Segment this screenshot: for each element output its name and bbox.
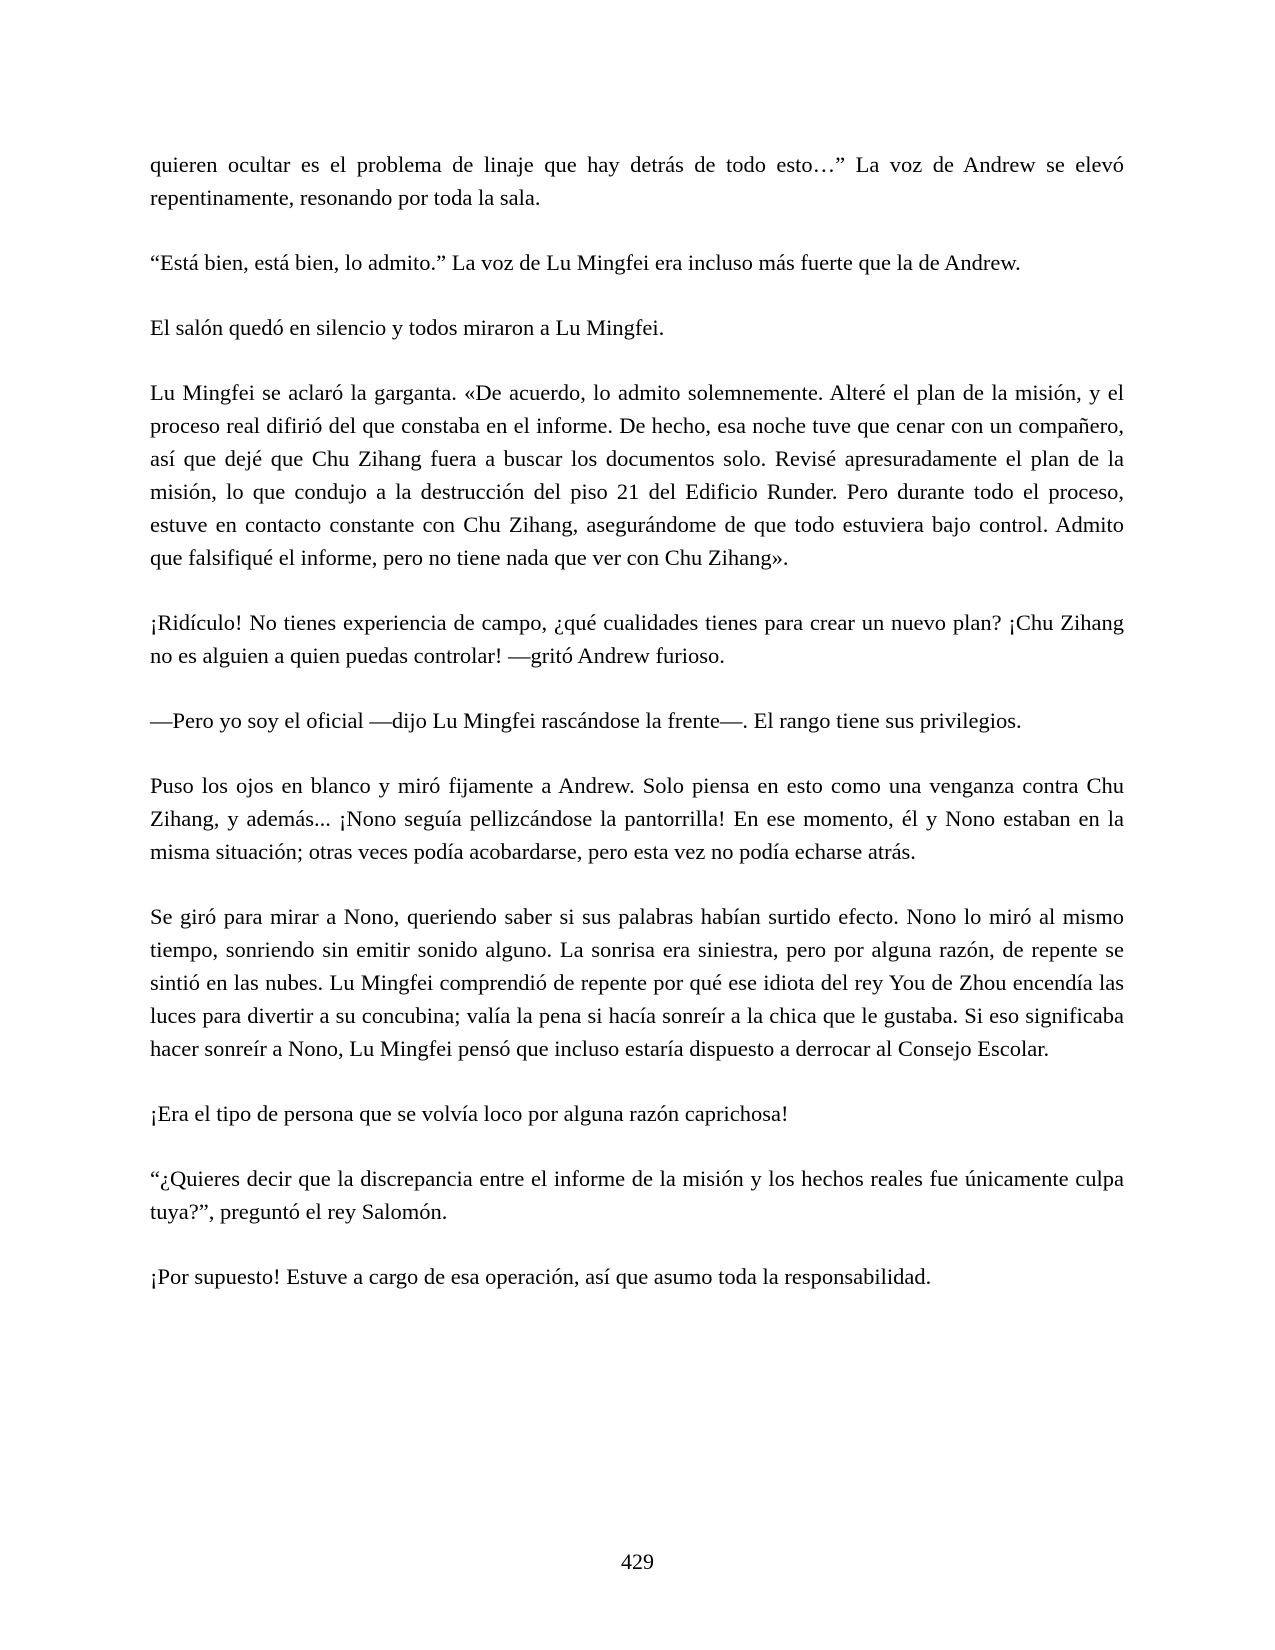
paragraph-2: “Está bien, está bien, lo admito.” La voz de Lu Mingfei era incluso más fuerte que la de Andrew.: [150, 250, 1021, 275]
paragraph-11: ¡Por supuesto! Estuve a cargo de esa operación, así que asumo toda la responsabilidad.: [150, 1264, 932, 1289]
paragraph-3: El salón quedó en silencio y todos miraron a Lu Mingfei.: [150, 315, 665, 340]
page-body: [150, 148, 1124, 1325]
paragraph-5: ¡Ridículo! No tienes experiencia de campo, ¿qué cualidades tienes para crear un nuevo plan? ¡Chu Zihang no es alguien a quien puedas controlar! —gritó Andrew furioso.: [150, 610, 1124, 668]
paragraph-4: Lu Mingfei se aclaró la garganta. «De acuerdo, lo admito solemnemente. Alteré el plan de la misión, y el proceso real difirió del que constaba en el informe. De hecho, esa noche tuve que cenar con un compañero, así que dejé que Chu Zihang fuera a buscar los documentos solo. Revisé apresuradamente el plan de la misión, lo que condujo a la destrucción del piso 21 del Edificio Runder. Pero durante todo el proceso, estuve en contacto constante con Chu Zihang, asegurándome de que todo estuviera bajo control. Admito que falsifiqué el informe, pero no tiene nada que ver con Chu Zihang».: [150, 380, 1124, 570]
paragraph-1: quieren ocultar es el problema de linaje que hay detrás de todo esto…” La voz de Andrew se elevó repentinamente, resonando por toda la sala.: [150, 152, 1124, 210]
paragraph-6: —Pero yo soy el oficial —dijo Lu Mingfei rascándose la frente—. El rango tiene sus privilegios.: [150, 708, 1022, 733]
paragraph-10: “¿Quieres decir que la discrepancia entre el informe de la misión y los hechos reales fue únicamente culpa tuya?”, preguntó el rey Salomón.: [150, 1166, 1124, 1224]
paragraph-9: ¡Era el tipo de persona que se volvía loco por alguna razón caprichosa!: [150, 1101, 789, 1126]
paragraph-8: Se giró para mirar a Nono, queriendo saber si sus palabras habían surtido efecto. Nono lo miró al mismo tiempo, sonriendo sin emitir sonido alguno. La sonrisa era siniestra, pero por alguna razón, de repente se sintió en las nubes. Lu Mingfei comprendió de repente por qué ese idiota del rey You de Zhou encendía las luces para divertir a su concubina; valía la pena si hacía sonreír a la chica que le gustaba. Si eso significaba hacer sonreír a Nono, Lu Mingfei pensó que incluso estaría dispuesto a derrocar al Consejo Escolar.: [150, 904, 1124, 1061]
paragraph-7: Puso los ojos en blanco y miró fijamente a Andrew. Solo piensa en esto como una venganza contra Chu Zihang, y además... ¡Nono seguía pellizcándose la pantorrilla! En ese momento, él y Nono estaban en la misma situación; otras veces podía acobardarse, pero esta vez no podía echarse atrás.: [150, 773, 1124, 864]
page-number: 429: [621, 1549, 654, 1574]
